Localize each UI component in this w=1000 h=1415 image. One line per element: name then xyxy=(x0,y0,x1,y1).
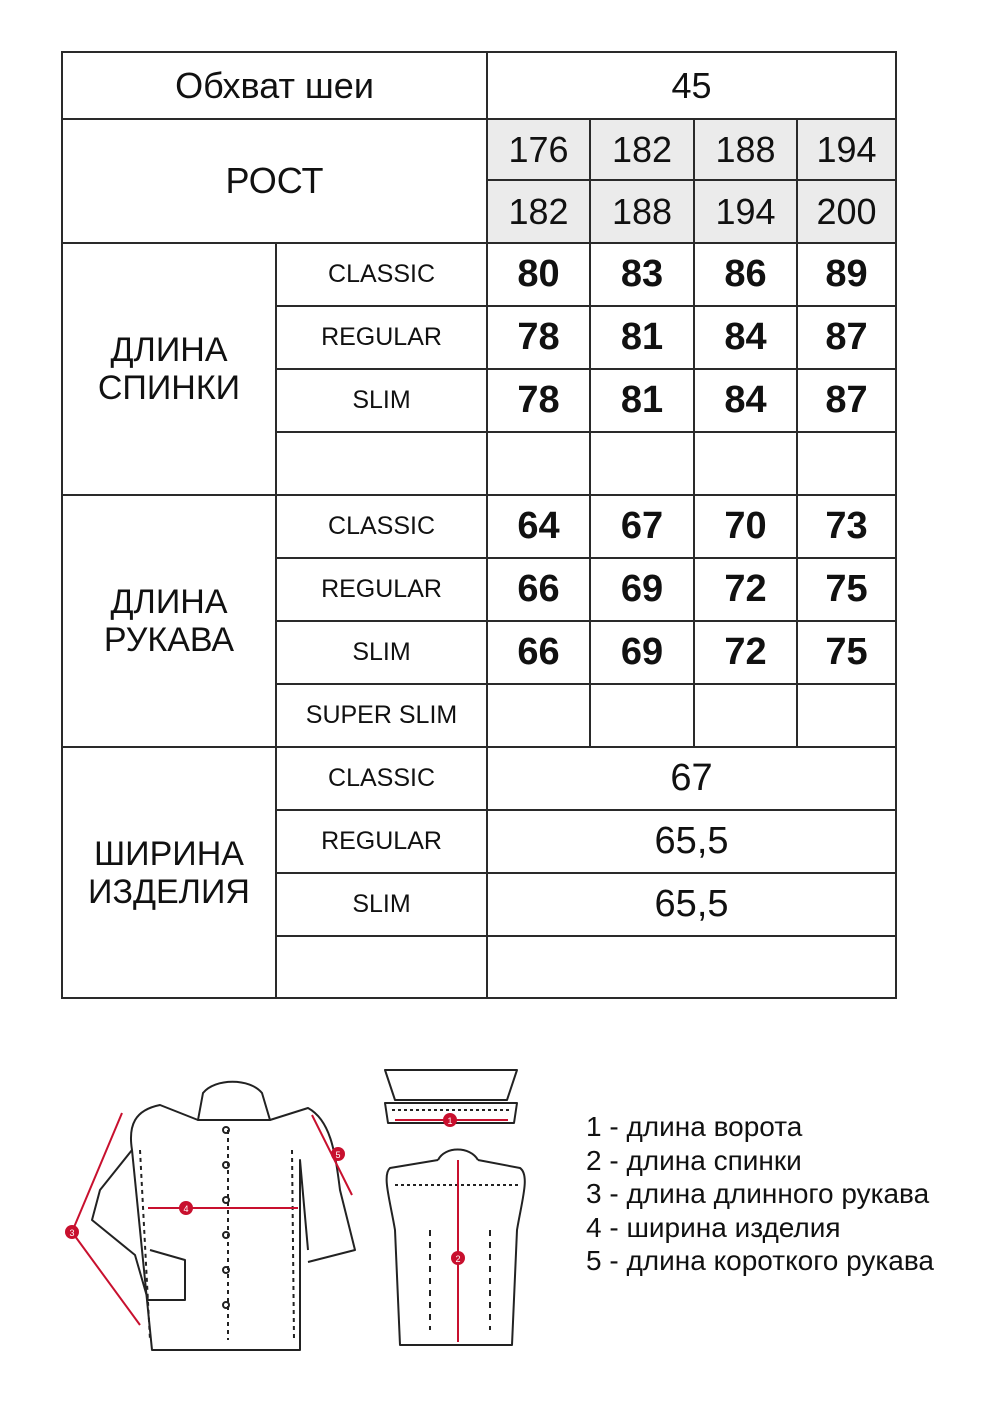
value-cell: 69 xyxy=(590,621,694,684)
value-cell: 87 xyxy=(797,369,896,432)
value-cell xyxy=(694,432,797,495)
measurement-lines xyxy=(72,1113,508,1342)
fit-label xyxy=(276,432,487,495)
measurement-legend xyxy=(586,1110,934,1278)
fit-label: CLASSIC xyxy=(276,747,487,810)
fit-label: SLIM xyxy=(276,369,487,432)
shirt-back-drawing xyxy=(387,1150,525,1346)
fit-label: CLASSIC xyxy=(276,495,487,558)
value-cell: 70 xyxy=(694,495,797,558)
value-cell: 86 xyxy=(694,243,797,306)
height-from-cell: 194 xyxy=(797,119,896,180)
height-from-cell: 176 xyxy=(487,119,590,180)
marker-1-icon xyxy=(443,1113,457,1127)
back-length-label-line1: ДЛИНА xyxy=(110,331,228,369)
marker-5-label: 5 xyxy=(335,1150,341,1160)
measurement-markers xyxy=(65,1113,465,1265)
height-to-cell: 200 xyxy=(797,180,896,243)
height-to-cell: 188 xyxy=(590,180,694,243)
marker-3-icon xyxy=(65,1225,79,1239)
marker-4-icon xyxy=(179,1201,193,1215)
value-cell: 78 xyxy=(487,306,590,369)
measure-line-sleeve xyxy=(72,1232,140,1325)
value-cell: 87 xyxy=(797,306,896,369)
width-value-cell: 65,5 xyxy=(487,873,896,936)
product-width-label-line2: ИЗДЕЛИЯ xyxy=(88,872,250,911)
fit-label: SUPER SLIM xyxy=(276,684,487,747)
value-cell xyxy=(797,432,896,495)
value-cell: 69 xyxy=(590,558,694,621)
width-value-cell: 65,5 xyxy=(487,810,896,873)
fit-label: REGULAR xyxy=(276,558,487,621)
marker-3-label: 3 xyxy=(69,1228,75,1238)
value-cell: 80 xyxy=(487,243,590,306)
value-cell: 72 xyxy=(694,558,797,621)
value-cell xyxy=(590,684,694,747)
marker-5-icon xyxy=(331,1147,345,1161)
legend-item: 1 - длина ворота xyxy=(586,1111,803,1142)
width-value-cell xyxy=(487,936,896,998)
fit-label xyxy=(276,936,487,998)
value-cell: 84 xyxy=(694,369,797,432)
value-cell: 89 xyxy=(797,243,896,306)
product-width-label xyxy=(62,747,276,998)
value-cell xyxy=(487,684,590,747)
height-from-cell: 188 xyxy=(694,119,797,180)
marker-2-icon xyxy=(451,1251,465,1265)
neck-label: Обхват шеи xyxy=(62,52,487,119)
sleeve-length-label-line2: РУКАВА xyxy=(103,621,235,659)
sleeve-length-label xyxy=(62,495,276,747)
fit-label: SLIM xyxy=(276,621,487,684)
value-cell: 81 xyxy=(590,369,694,432)
fit-label: REGULAR xyxy=(276,306,487,369)
size-table xyxy=(61,51,897,999)
height-to-cell: 194 xyxy=(694,180,797,243)
value-cell: 81 xyxy=(590,306,694,369)
value-cell: 66 xyxy=(487,558,590,621)
height-label: РОСТ xyxy=(62,119,487,243)
value-cell: 64 xyxy=(487,495,590,558)
back-length-label xyxy=(62,243,276,495)
fit-label: REGULAR xyxy=(276,810,487,873)
height-to-cell: 182 xyxy=(487,180,590,243)
neck-value: 45 xyxy=(487,52,896,119)
value-cell: 66 xyxy=(487,621,590,684)
sleeve-length-label-line1: ДЛИНА xyxy=(110,583,228,621)
product-width-label-line1: ШИРИНА xyxy=(94,834,244,873)
legend-item: 5 - длина короткого рукава xyxy=(586,1245,934,1277)
fit-label: SLIM xyxy=(276,873,487,936)
width-value-cell: 67 xyxy=(487,747,896,810)
value-cell xyxy=(797,684,896,747)
value-cell: 78 xyxy=(487,369,590,432)
legend-item: 2 - длина спинки xyxy=(586,1144,802,1176)
value-cell: 67 xyxy=(590,495,694,558)
height-from-cell: 182 xyxy=(590,119,694,180)
marker-4-label: 4 xyxy=(183,1204,189,1214)
value-cell: 83 xyxy=(590,243,694,306)
value-cell xyxy=(487,432,590,495)
value-cell xyxy=(694,684,797,747)
value-cell: 72 xyxy=(694,621,797,684)
legend-item: 4 - ширина изделия xyxy=(586,1211,841,1243)
value-cell: 84 xyxy=(694,306,797,369)
back-length-label-line2: СПИНКИ xyxy=(97,369,241,407)
marker-1-label: 1 xyxy=(447,1116,453,1126)
value-cell: 73 xyxy=(797,495,896,558)
marker-2-label: 2 xyxy=(455,1254,461,1264)
fit-label: CLASSIC xyxy=(276,243,487,306)
value-cell: 75 xyxy=(797,558,896,621)
value-cell xyxy=(590,432,694,495)
legend-item: 3 - длина длинного рукава xyxy=(586,1178,930,1210)
value-cell: 75 xyxy=(797,621,896,684)
